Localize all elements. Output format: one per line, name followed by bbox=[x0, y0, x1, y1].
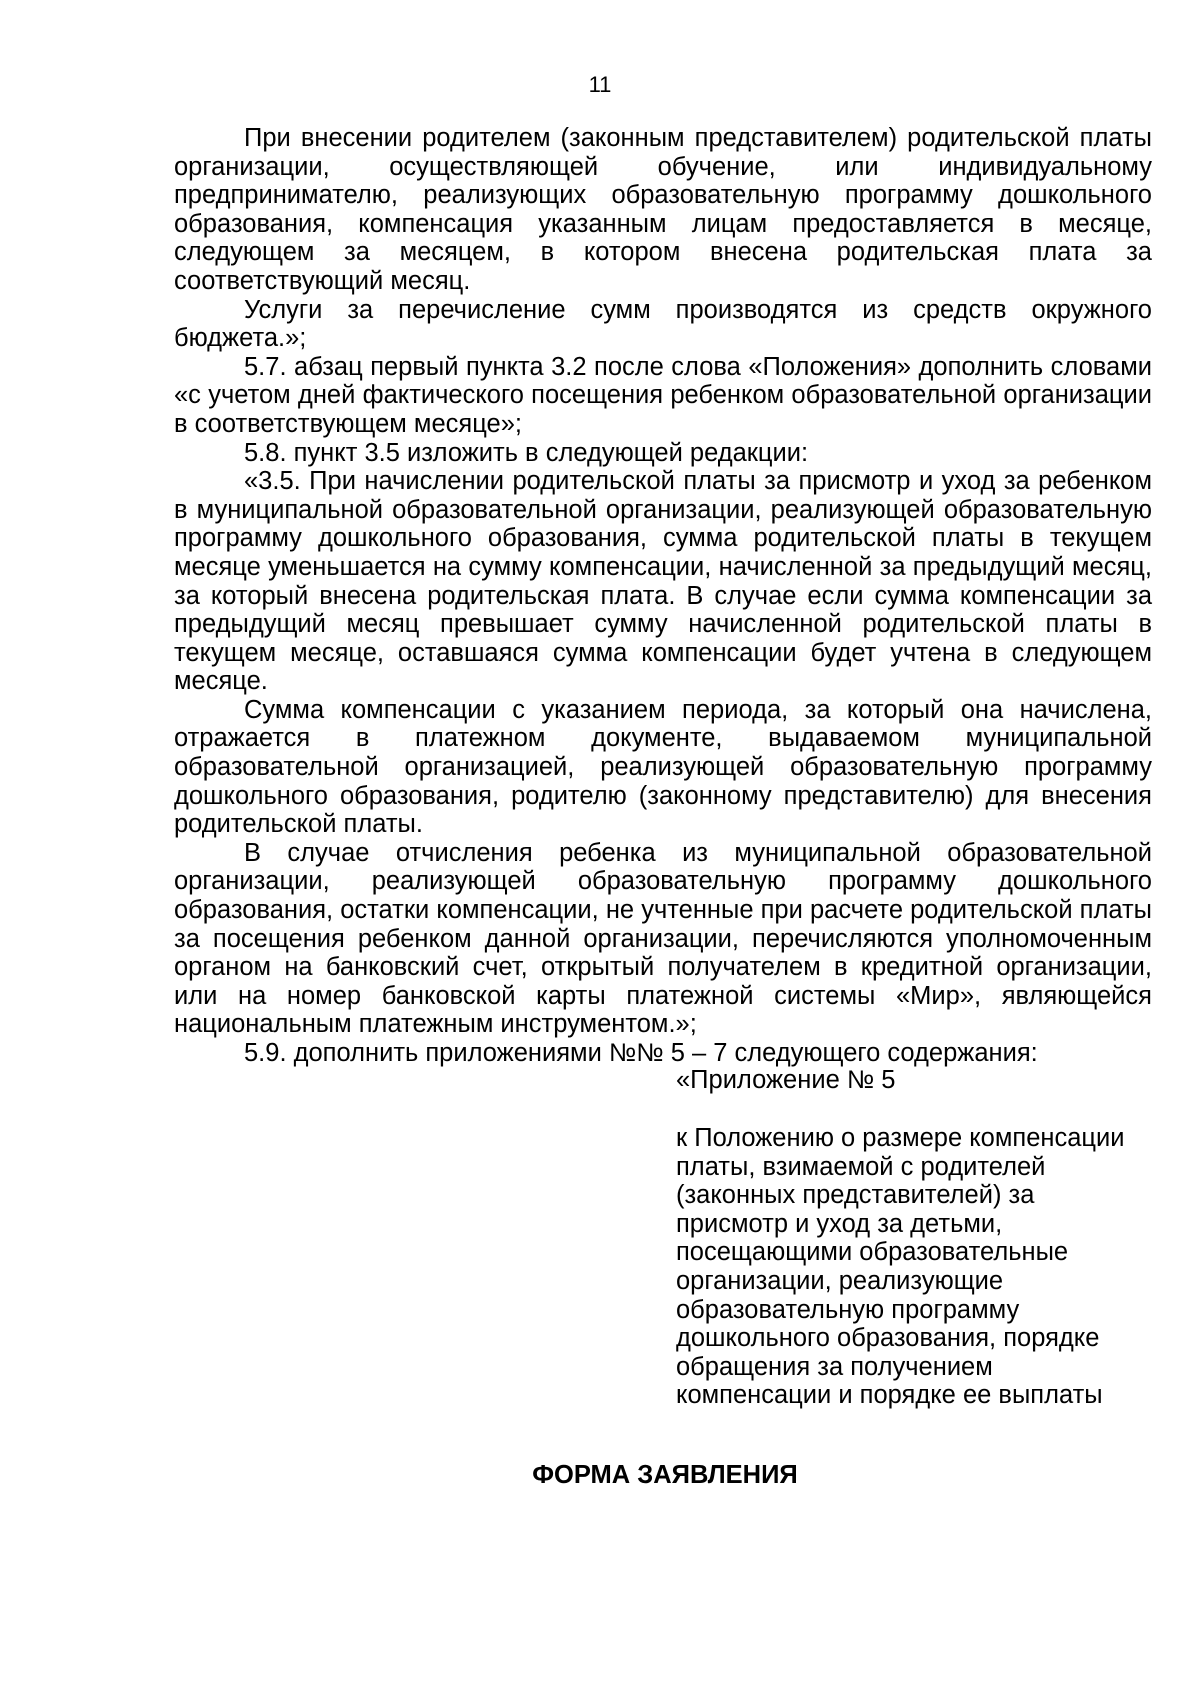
paragraph-5-7: 5.7. абзац первый пункта 3.2 после слова «Положения» дополнить словами «с учетом дней фактического посещения ребенком образовательной организации в соответствующем месяце»; bbox=[174, 352, 1152, 438]
paragraph-compensation-amount: Сумма компенсации с указанием периода, за который она начислена, отражается в платежном документе, выдаваемом муниципальной образовательной организацией, реализующей образовательную программу дошкольного образования, родителю (законному представителю) для внесения родительской платы. bbox=[174, 695, 1152, 839]
appendix-heading: «Приложение № 5 bbox=[676, 1066, 896, 1094]
paragraph-expulsion: В случае отчисления ребенка из муниципальной образовательной организации, реализующей образовательную программу дошкольного образования, остатки компенсации, не учтенные при расчете родительской платы за посещения ребенком данной организации, перечисляются уполномоченным органом на банковский счет, открытый получателем в кредитной организации, или на номер банковской карты платежной системы «Мир», являющейся национальным платежным инструментом.»; bbox=[174, 838, 1152, 1039]
paragraph-transfer-services: Услуги за перечисление сумм производятся из средств окружного бюджета.»; bbox=[174, 295, 1152, 353]
paragraph-3-5: «3.5. При начислении родительской платы за присмотр и уход за ребенком в муниципальной образовательной организации, реализующей образовательную программу дошкольного образования, сумма родительской платы в текущем месяце уменьшается на сумму компенсации, начисленной за предыдущий месяц, за который внесена родительская плата. В случае если сумма компенсации за предыдущий месяц превышает сумму начисленной родительской платы в текущем месяце, оставшаяся сумма компенсации будет учтена в следующем месяце. bbox=[174, 467, 1152, 696]
paragraph-5-8: 5.8. пункт 3.5 изложить в следующей редакции: bbox=[244, 438, 809, 467]
form-title: ФОРМА ЗАЯВЛЕНИЯ bbox=[532, 1461, 798, 1489]
paragraph-5-9: 5.9. дополнить приложениями №№ 5 – 7 следующего содержания: bbox=[244, 1039, 1038, 1067]
page-number: 11 bbox=[588, 72, 612, 97]
paragraph-compensation-timing: При внесении родителем (законным представителем) родительской платы организации, осуществляющей обучение, или индивидуальному предпринимателю, реализующих образовательную программу дошкольного образования, компенсация указанным лицам предоставляется в месяце, следующем за месяцем, в котором внесена родительская плата за соответствующий месяц. bbox=[174, 124, 1152, 295]
appendix-description: к Положению о размере компенсации платы, взимаемой с родителей (законных представителей) за присмотр и уход за детьми, посещающими образовательные организации, реализующие образовательную программу дошкольного образования, порядке обращения за получением компенсации и порядке ее выплаты bbox=[676, 1124, 1125, 1410]
document-body bbox=[174, 124, 1152, 1068]
